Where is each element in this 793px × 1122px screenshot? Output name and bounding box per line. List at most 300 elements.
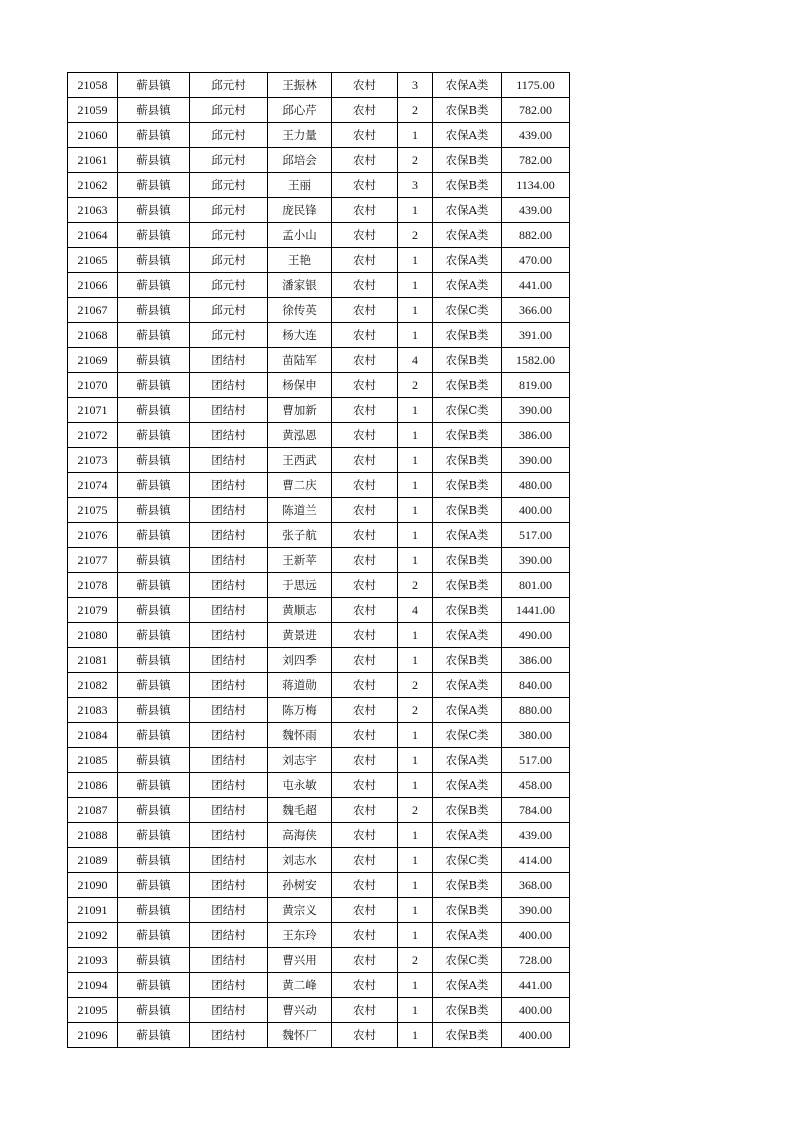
village-cell: 团结村 — [190, 598, 268, 623]
village-cell: 邱元村 — [190, 73, 268, 98]
insurance-category-cell: 农保B类 — [433, 998, 502, 1023]
table-row — [68, 898, 570, 923]
record-id-cell: 21093 — [68, 948, 118, 973]
member-count-cell: 2 — [398, 673, 433, 698]
table-row — [68, 998, 570, 1023]
town-cell: 蕲县镇 — [118, 223, 190, 248]
household-type-cell: 农村 — [332, 198, 398, 223]
village-cell: 团结村 — [190, 823, 268, 848]
person-name-cell: 高海侠 — [268, 823, 332, 848]
member-count-cell: 2 — [398, 698, 433, 723]
town-cell: 蕲县镇 — [118, 548, 190, 573]
amount-cell: 390.00 — [502, 898, 570, 923]
town-cell: 蕲县镇 — [118, 298, 190, 323]
household-type-cell: 农村 — [332, 973, 398, 998]
insurance-category-cell: 农保B类 — [433, 873, 502, 898]
amount-cell: 1175.00 — [502, 73, 570, 98]
insurance-category-cell: 农保A类 — [433, 623, 502, 648]
table-row — [68, 373, 570, 398]
insurance-category-cell: 农保B类 — [433, 473, 502, 498]
record-id-cell: 21078 — [68, 573, 118, 598]
table-row — [68, 298, 570, 323]
town-cell: 蕲县镇 — [118, 823, 190, 848]
person-name-cell: 王振林 — [268, 73, 332, 98]
amount-cell: 439.00 — [502, 123, 570, 148]
member-count-cell: 1 — [398, 723, 433, 748]
member-count-cell: 3 — [398, 173, 433, 198]
person-name-cell: 曹兴动 — [268, 998, 332, 1023]
table-row — [68, 223, 570, 248]
town-cell: 蕲县镇 — [118, 698, 190, 723]
household-type-cell: 农村 — [332, 423, 398, 448]
record-id-cell: 21089 — [68, 848, 118, 873]
person-name-cell: 刘志水 — [268, 848, 332, 873]
insurance-category-cell: 农保B类 — [433, 448, 502, 473]
table-row — [68, 398, 570, 423]
record-id-cell: 21066 — [68, 273, 118, 298]
town-cell: 蕲县镇 — [118, 448, 190, 473]
member-count-cell: 1 — [398, 998, 433, 1023]
table-row — [68, 598, 570, 623]
village-cell: 团结村 — [190, 548, 268, 573]
village-cell: 团结村 — [190, 873, 268, 898]
member-count-cell: 1 — [398, 973, 433, 998]
household-type-cell: 农村 — [332, 73, 398, 98]
insurance-category-cell: 农保A类 — [433, 748, 502, 773]
record-id-cell: 21067 — [68, 298, 118, 323]
insurance-category-cell: 农保C类 — [433, 298, 502, 323]
household-type-cell: 农村 — [332, 648, 398, 673]
household-type-cell: 农村 — [332, 223, 398, 248]
amount-cell: 480.00 — [502, 473, 570, 498]
record-id-cell: 21094 — [68, 973, 118, 998]
member-count-cell: 1 — [398, 498, 433, 523]
town-cell: 蕲县镇 — [118, 498, 190, 523]
person-name-cell: 黄二峰 — [268, 973, 332, 998]
member-count-cell: 1 — [398, 823, 433, 848]
person-name-cell: 潘家银 — [268, 273, 332, 298]
record-id-cell: 21061 — [68, 148, 118, 173]
person-name-cell: 曹加新 — [268, 398, 332, 423]
village-cell: 邱元村 — [190, 198, 268, 223]
town-cell: 蕲县镇 — [118, 148, 190, 173]
town-cell: 蕲县镇 — [118, 948, 190, 973]
household-type-cell: 农村 — [332, 1023, 398, 1048]
table-row — [68, 698, 570, 723]
person-name-cell: 王新苹 — [268, 548, 332, 573]
insurance-category-cell: 农保B类 — [433, 323, 502, 348]
amount-cell: 400.00 — [502, 1023, 570, 1048]
person-name-cell: 魏怀厂 — [268, 1023, 332, 1048]
village-cell: 团结村 — [190, 348, 268, 373]
village-cell: 团结村 — [190, 698, 268, 723]
insurance-category-cell: 农保C类 — [433, 848, 502, 873]
town-cell: 蕲县镇 — [118, 98, 190, 123]
household-type-cell: 农村 — [332, 148, 398, 173]
household-type-cell: 农村 — [332, 598, 398, 623]
table-row — [68, 273, 570, 298]
insurance-category-cell: 农保A类 — [433, 923, 502, 948]
amount-cell: 390.00 — [502, 548, 570, 573]
record-id-cell: 21085 — [68, 748, 118, 773]
household-type-cell: 农村 — [332, 373, 398, 398]
town-cell: 蕲县镇 — [118, 898, 190, 923]
insurance-category-cell: 农保B类 — [433, 548, 502, 573]
member-count-cell: 1 — [398, 923, 433, 948]
member-count-cell: 1 — [398, 1023, 433, 1048]
amount-cell: 517.00 — [502, 748, 570, 773]
member-count-cell: 1 — [398, 123, 433, 148]
amount-cell: 380.00 — [502, 723, 570, 748]
household-type-cell: 农村 — [332, 498, 398, 523]
records-table — [67, 72, 570, 1048]
record-id-cell: 21090 — [68, 873, 118, 898]
village-cell: 团结村 — [190, 573, 268, 598]
amount-cell: 882.00 — [502, 223, 570, 248]
insurance-category-cell: 农保B类 — [433, 1023, 502, 1048]
member-count-cell: 2 — [398, 98, 433, 123]
member-count-cell: 1 — [398, 548, 433, 573]
household-type-cell: 农村 — [332, 348, 398, 373]
table-row — [68, 823, 570, 848]
amount-cell: 390.00 — [502, 448, 570, 473]
amount-cell: 517.00 — [502, 523, 570, 548]
record-id-cell: 21080 — [68, 623, 118, 648]
town-cell: 蕲县镇 — [118, 273, 190, 298]
record-id-cell: 21058 — [68, 73, 118, 98]
household-type-cell: 农村 — [332, 548, 398, 573]
record-id-cell: 21071 — [68, 398, 118, 423]
person-name-cell: 魏毛超 — [268, 798, 332, 823]
person-name-cell: 徐传英 — [268, 298, 332, 323]
town-cell: 蕲县镇 — [118, 648, 190, 673]
amount-cell: 458.00 — [502, 773, 570, 798]
person-name-cell: 曹兴用 — [268, 948, 332, 973]
household-type-cell: 农村 — [332, 298, 398, 323]
person-name-cell: 杨保申 — [268, 373, 332, 398]
amount-cell: 784.00 — [502, 798, 570, 823]
table-row — [68, 148, 570, 173]
household-type-cell: 农村 — [332, 748, 398, 773]
village-cell: 邱元村 — [190, 98, 268, 123]
town-cell: 蕲县镇 — [118, 523, 190, 548]
town-cell: 蕲县镇 — [118, 848, 190, 873]
record-id-cell: 21082 — [68, 673, 118, 698]
insurance-category-cell: 农保B类 — [433, 898, 502, 923]
person-name-cell: 黄宗义 — [268, 898, 332, 923]
insurance-category-cell: 农保A类 — [433, 198, 502, 223]
amount-cell: 439.00 — [502, 823, 570, 848]
member-count-cell: 1 — [398, 848, 433, 873]
person-name-cell: 刘志宇 — [268, 748, 332, 773]
town-cell: 蕲县镇 — [118, 748, 190, 773]
insurance-category-cell: 农保A类 — [433, 823, 502, 848]
insurance-category-cell: 农保B类 — [433, 573, 502, 598]
table-row — [68, 648, 570, 673]
town-cell: 蕲县镇 — [118, 398, 190, 423]
person-name-cell: 黄顺志 — [268, 598, 332, 623]
table-row — [68, 623, 570, 648]
insurance-category-cell: 农保A类 — [433, 273, 502, 298]
person-name-cell: 刘四季 — [268, 648, 332, 673]
table-row — [68, 323, 570, 348]
household-type-cell: 农村 — [332, 773, 398, 798]
village-cell: 团结村 — [190, 848, 268, 873]
household-type-cell: 农村 — [332, 98, 398, 123]
household-type-cell: 农村 — [332, 448, 398, 473]
table-row — [68, 773, 570, 798]
amount-cell: 386.00 — [502, 423, 570, 448]
insurance-category-cell: 农保C类 — [433, 398, 502, 423]
table-row — [68, 1023, 570, 1048]
table-row — [68, 98, 570, 123]
table-row — [68, 423, 570, 448]
amount-cell: 1582.00 — [502, 348, 570, 373]
table-row — [68, 548, 570, 573]
household-type-cell: 农村 — [332, 323, 398, 348]
member-count-cell: 1 — [398, 623, 433, 648]
village-cell: 团结村 — [190, 723, 268, 748]
household-type-cell: 农村 — [332, 573, 398, 598]
amount-cell: 400.00 — [502, 498, 570, 523]
town-cell: 蕲县镇 — [118, 998, 190, 1023]
amount-cell: 414.00 — [502, 848, 570, 873]
household-type-cell: 农村 — [332, 723, 398, 748]
town-cell: 蕲县镇 — [118, 673, 190, 698]
village-cell: 邱元村 — [190, 148, 268, 173]
record-id-cell: 21084 — [68, 723, 118, 748]
village-cell: 团结村 — [190, 473, 268, 498]
town-cell: 蕲县镇 — [118, 798, 190, 823]
insurance-category-cell: 农保A类 — [433, 223, 502, 248]
household-type-cell: 农村 — [332, 923, 398, 948]
amount-cell: 840.00 — [502, 673, 570, 698]
member-count-cell: 1 — [398, 423, 433, 448]
table-row — [68, 573, 570, 598]
table-row — [68, 798, 570, 823]
record-id-cell: 21091 — [68, 898, 118, 923]
insurance-category-cell: 农保A类 — [433, 673, 502, 698]
person-name-cell: 王东玲 — [268, 923, 332, 948]
member-count-cell: 1 — [398, 248, 433, 273]
town-cell: 蕲县镇 — [118, 73, 190, 98]
member-count-cell: 2 — [398, 798, 433, 823]
insurance-category-cell: 农保B类 — [433, 348, 502, 373]
table-row — [68, 248, 570, 273]
person-name-cell: 孟小山 — [268, 223, 332, 248]
member-count-cell: 2 — [398, 573, 433, 598]
town-cell: 蕲县镇 — [118, 373, 190, 398]
person-name-cell: 邱心芹 — [268, 98, 332, 123]
amount-cell: 391.00 — [502, 323, 570, 348]
village-cell: 团结村 — [190, 1023, 268, 1048]
insurance-category-cell: 农保C类 — [433, 948, 502, 973]
table-row — [68, 848, 570, 873]
village-cell: 团结村 — [190, 448, 268, 473]
person-name-cell: 苗陆军 — [268, 348, 332, 373]
amount-cell: 470.00 — [502, 248, 570, 273]
person-name-cell: 王丽 — [268, 173, 332, 198]
member-count-cell: 4 — [398, 348, 433, 373]
insurance-category-cell: 农保A类 — [433, 973, 502, 998]
household-type-cell: 农村 — [332, 673, 398, 698]
table-row — [68, 923, 570, 948]
amount-cell: 801.00 — [502, 573, 570, 598]
amount-cell: 368.00 — [502, 873, 570, 898]
village-cell: 团结村 — [190, 798, 268, 823]
insurance-category-cell: 农保B类 — [433, 173, 502, 198]
household-type-cell: 农村 — [332, 798, 398, 823]
insurance-category-cell: 农保A类 — [433, 73, 502, 98]
village-cell: 团结村 — [190, 973, 268, 998]
household-type-cell: 农村 — [332, 698, 398, 723]
household-type-cell: 农村 — [332, 473, 398, 498]
record-id-cell: 21070 — [68, 373, 118, 398]
record-id-cell: 21063 — [68, 198, 118, 223]
town-cell: 蕲县镇 — [118, 773, 190, 798]
insurance-category-cell: 农保B类 — [433, 98, 502, 123]
record-id-cell: 21096 — [68, 1023, 118, 1048]
record-id-cell: 21087 — [68, 798, 118, 823]
household-type-cell: 农村 — [332, 823, 398, 848]
village-cell: 团结村 — [190, 898, 268, 923]
amount-cell: 441.00 — [502, 273, 570, 298]
amount-cell: 1134.00 — [502, 173, 570, 198]
village-cell: 团结村 — [190, 923, 268, 948]
household-type-cell: 农村 — [332, 998, 398, 1023]
record-id-cell: 21065 — [68, 248, 118, 273]
amount-cell: 441.00 — [502, 973, 570, 998]
table-row — [68, 973, 570, 998]
amount-cell: 728.00 — [502, 948, 570, 973]
person-name-cell: 屯永敏 — [268, 773, 332, 798]
person-name-cell: 曹二庆 — [268, 473, 332, 498]
household-type-cell: 农村 — [332, 173, 398, 198]
table-row — [68, 173, 570, 198]
village-cell: 团结村 — [190, 673, 268, 698]
record-id-cell: 21069 — [68, 348, 118, 373]
town-cell: 蕲县镇 — [118, 173, 190, 198]
household-type-cell: 农村 — [332, 523, 398, 548]
village-cell: 团结村 — [190, 623, 268, 648]
record-id-cell: 21095 — [68, 998, 118, 1023]
member-count-cell: 1 — [398, 773, 433, 798]
member-count-cell: 1 — [398, 198, 433, 223]
record-id-cell: 21081 — [68, 648, 118, 673]
village-cell: 团结村 — [190, 398, 268, 423]
village-cell: 邱元村 — [190, 123, 268, 148]
table-row — [68, 73, 570, 98]
village-cell: 团结村 — [190, 998, 268, 1023]
household-type-cell: 农村 — [332, 248, 398, 273]
amount-cell: 386.00 — [502, 648, 570, 673]
record-id-cell: 21068 — [68, 323, 118, 348]
record-id-cell: 21088 — [68, 823, 118, 848]
table-row — [68, 498, 570, 523]
amount-cell: 782.00 — [502, 98, 570, 123]
town-cell: 蕲县镇 — [118, 973, 190, 998]
table-row — [68, 873, 570, 898]
person-name-cell: 于思远 — [268, 573, 332, 598]
amount-cell: 400.00 — [502, 923, 570, 948]
amount-cell: 366.00 — [502, 298, 570, 323]
member-count-cell: 1 — [398, 448, 433, 473]
person-name-cell: 陈万梅 — [268, 698, 332, 723]
table-body — [68, 73, 570, 1048]
village-cell: 团结村 — [190, 648, 268, 673]
village-cell: 邱元村 — [190, 173, 268, 198]
amount-cell: 880.00 — [502, 698, 570, 723]
table-row — [68, 348, 570, 373]
town-cell: 蕲县镇 — [118, 598, 190, 623]
person-name-cell: 黄景进 — [268, 623, 332, 648]
village-cell: 团结村 — [190, 373, 268, 398]
record-id-cell: 21077 — [68, 548, 118, 573]
record-id-cell: 21086 — [68, 773, 118, 798]
insurance-category-cell: 农保B类 — [433, 373, 502, 398]
amount-cell: 819.00 — [502, 373, 570, 398]
village-cell: 团结村 — [190, 773, 268, 798]
person-name-cell: 陈道兰 — [268, 498, 332, 523]
record-id-cell: 21062 — [68, 173, 118, 198]
insurance-category-cell: 农保A类 — [433, 773, 502, 798]
table-row — [68, 473, 570, 498]
record-id-cell: 21083 — [68, 698, 118, 723]
table-row — [68, 748, 570, 773]
village-cell: 团结村 — [190, 948, 268, 973]
member-count-cell: 1 — [398, 898, 433, 923]
insurance-category-cell: 农保B类 — [433, 798, 502, 823]
amount-cell: 439.00 — [502, 198, 570, 223]
town-cell: 蕲县镇 — [118, 623, 190, 648]
amount-cell: 782.00 — [502, 148, 570, 173]
town-cell: 蕲县镇 — [118, 348, 190, 373]
record-id-cell: 21092 — [68, 923, 118, 948]
table-row — [68, 198, 570, 223]
record-id-cell: 21072 — [68, 423, 118, 448]
member-count-cell: 1 — [398, 273, 433, 298]
person-name-cell: 邱培会 — [268, 148, 332, 173]
member-count-cell: 1 — [398, 298, 433, 323]
member-count-cell: 2 — [398, 223, 433, 248]
insurance-category-cell: 农保A类 — [433, 523, 502, 548]
village-cell: 邱元村 — [190, 323, 268, 348]
member-count-cell: 2 — [398, 148, 433, 173]
member-count-cell: 1 — [398, 748, 433, 773]
member-count-cell: 1 — [398, 873, 433, 898]
record-id-cell: 21073 — [68, 448, 118, 473]
village-cell: 邱元村 — [190, 273, 268, 298]
table-row — [68, 523, 570, 548]
household-type-cell: 农村 — [332, 398, 398, 423]
household-type-cell: 农村 — [332, 623, 398, 648]
household-type-cell: 农村 — [332, 948, 398, 973]
town-cell: 蕲县镇 — [118, 573, 190, 598]
village-cell: 邱元村 — [190, 223, 268, 248]
table-row — [68, 123, 570, 148]
village-cell: 团结村 — [190, 748, 268, 773]
household-type-cell: 农村 — [332, 898, 398, 923]
table-row — [68, 723, 570, 748]
table-row — [68, 448, 570, 473]
amount-cell: 490.00 — [502, 623, 570, 648]
village-cell: 团结村 — [190, 423, 268, 448]
person-name-cell: 张子航 — [268, 523, 332, 548]
member-count-cell: 1 — [398, 648, 433, 673]
insurance-category-cell: 农保B类 — [433, 648, 502, 673]
village-cell: 团结村 — [190, 523, 268, 548]
insurance-category-cell: 农保A类 — [433, 698, 502, 723]
